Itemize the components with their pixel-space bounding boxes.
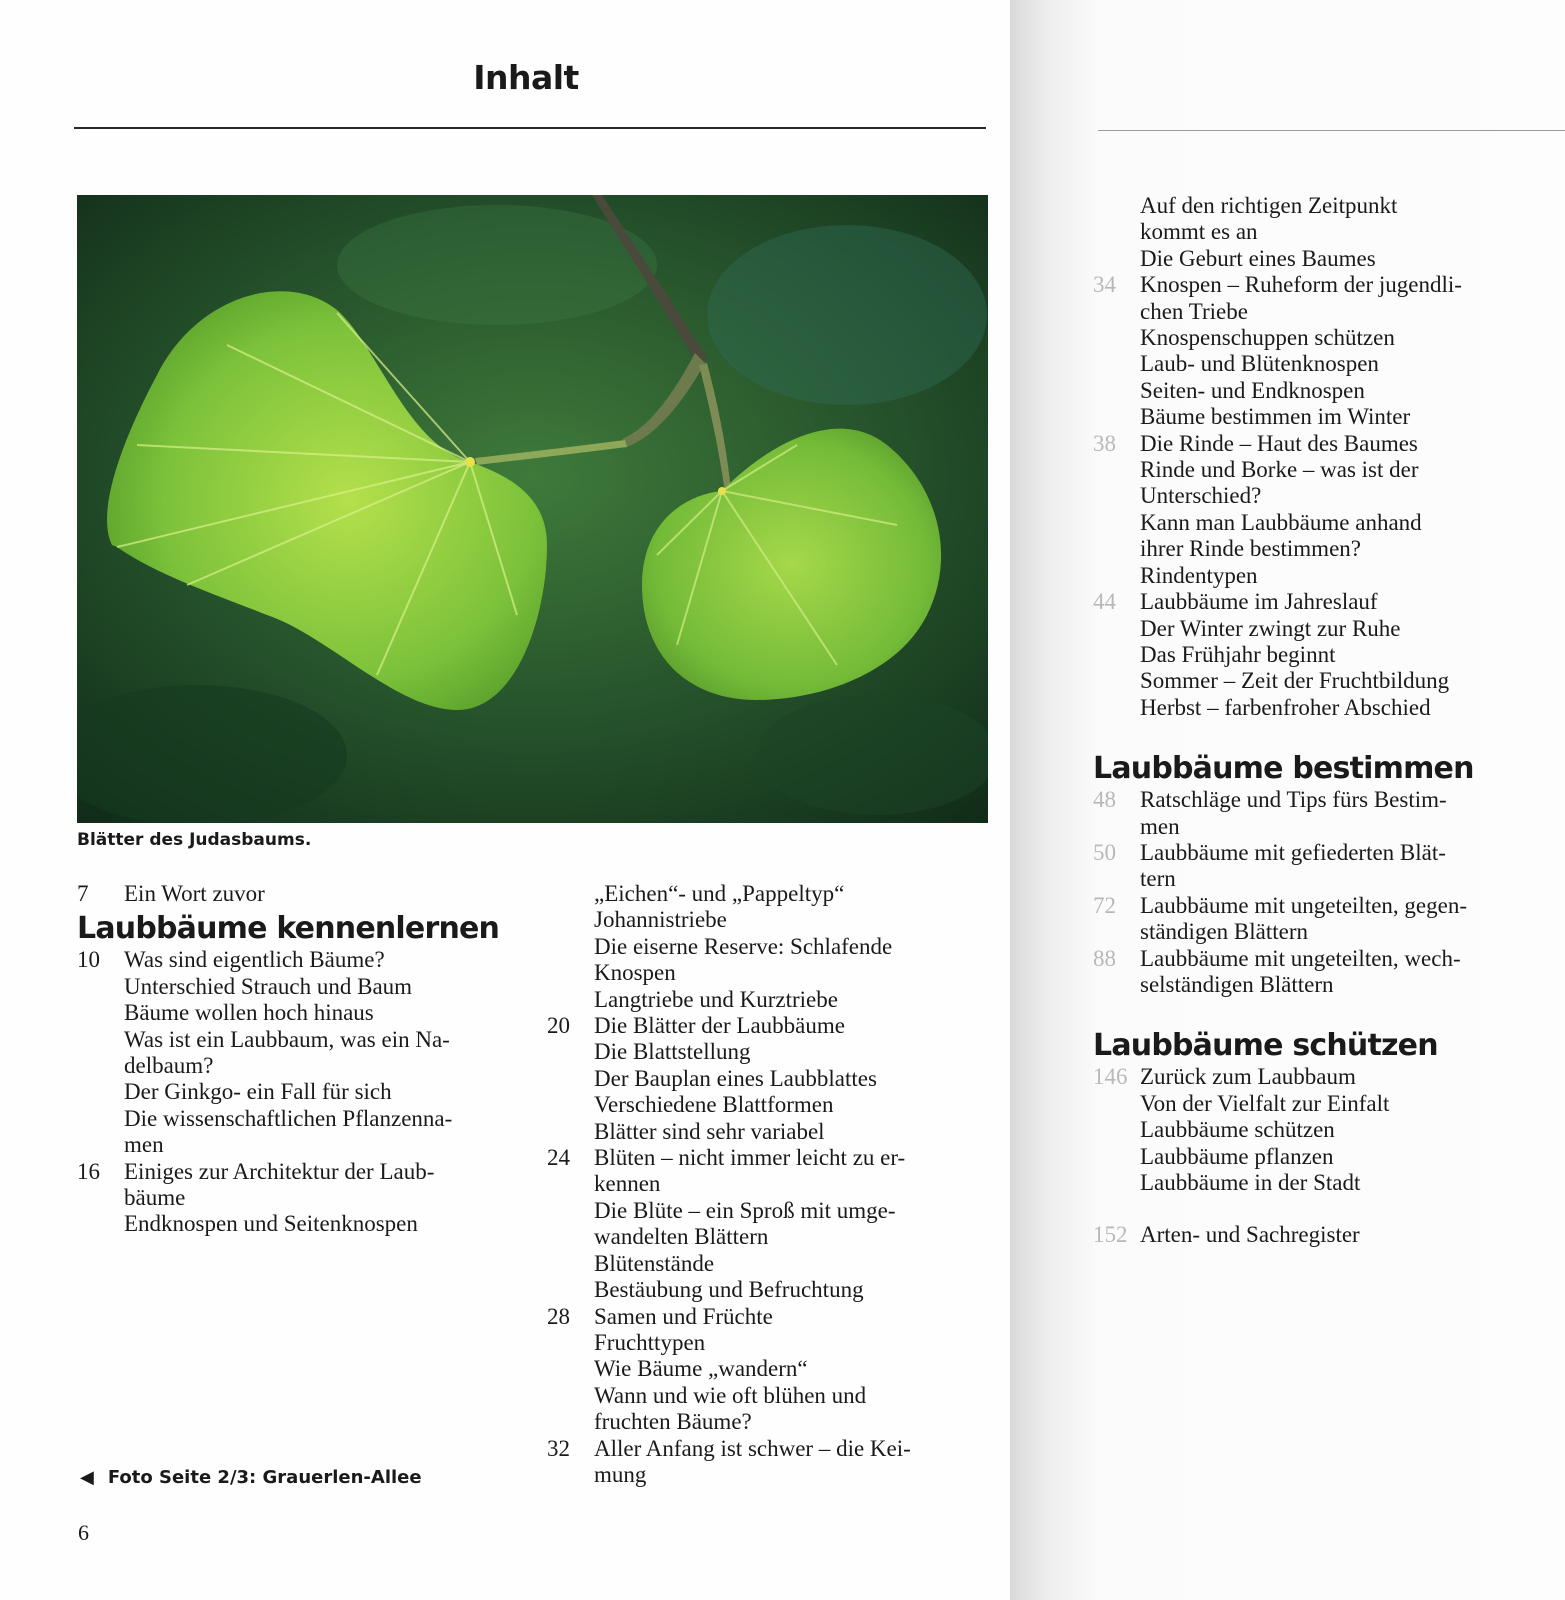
toc-entry xyxy=(547,987,987,1013)
title-rule-right xyxy=(1098,130,1565,131)
toc-entry xyxy=(547,1013,987,1039)
toc-entry xyxy=(1093,919,1563,945)
toc-entry-text: Auf den richtigen Zeitpunkt xyxy=(1140,193,1398,218)
toc-entry-text: Johannistriebe xyxy=(594,907,727,933)
toc-entry-text: Was sind eigentlich Bäume? xyxy=(124,947,385,973)
title-rule-left xyxy=(74,127,986,129)
toc-section-heading: Laubbäume bestimmen xyxy=(1093,751,1474,787)
toc-entry xyxy=(1093,431,1563,457)
toc-entry-text: Ein Wort zuvor xyxy=(124,881,265,906)
toc-entry xyxy=(547,1304,987,1330)
toc-entry-text: Seiten- und Endknospen xyxy=(1140,377,1365,403)
toc-entry xyxy=(1093,378,1563,404)
toc-entry-text: ständigen Blättern xyxy=(1140,919,1308,945)
toc-entry xyxy=(1093,299,1563,325)
toc-entry xyxy=(77,1053,527,1079)
judas-tree-leaves-image xyxy=(77,195,988,823)
toc-entry-text: Laubbäume mit ungeteilten, wech- xyxy=(1140,945,1461,971)
toc-entry xyxy=(77,1106,527,1132)
toc-entry-text: Samen und Früchte xyxy=(594,1303,773,1329)
toc-entry-text: delbaum? xyxy=(124,1053,214,1079)
toc-entry-text: Herbst – farbenfroher Abschied xyxy=(1140,694,1431,720)
toc-entry-text: Langtriebe und Kurztriebe xyxy=(594,986,838,1012)
toc-entry-text: Knospen xyxy=(594,960,676,986)
toc-entry xyxy=(1093,668,1563,694)
toc-entry-text: Das Frühjahr beginnt xyxy=(1140,641,1336,667)
toc-entry xyxy=(1093,351,1563,377)
toc-entry xyxy=(1093,1117,1563,1143)
photo-credit-text: Foto Seite 2/3: Grauerlen-Allee xyxy=(107,1467,422,1488)
toc-entry-text: Kann man Laubbäume anhand xyxy=(1140,509,1422,535)
toc-entry-text: Die Blätter der Laubbäume xyxy=(594,1013,845,1039)
toc-entry-text: Laubbäume mit gefiederten Blät- xyxy=(1140,839,1446,865)
toc-gap xyxy=(1093,721,1563,747)
toc-entry-text: Bäume bestimmen im Winter xyxy=(1140,404,1411,430)
toc-entry-text: Endknospen und Seitenknospen xyxy=(124,1211,418,1237)
photo-caption: Blätter des Judasbaums. xyxy=(77,830,312,850)
toc-entry xyxy=(547,1409,987,1435)
toc-entry-text: fruchten Bäume? xyxy=(594,1409,752,1435)
toc-entry xyxy=(547,1330,987,1356)
toc-page-number: 32 xyxy=(547,1435,570,1461)
toc-page-number: 24 xyxy=(547,1145,570,1171)
toc-page-number: 88 xyxy=(1093,945,1116,971)
toc-page-number: 28 xyxy=(547,1303,570,1329)
toc-page-number: 20 xyxy=(547,1013,570,1039)
toc-entry xyxy=(547,1383,987,1409)
toc-entry xyxy=(547,1119,987,1145)
toc-entry xyxy=(547,1224,987,1250)
toc-entry xyxy=(1093,1222,1563,1248)
toc-entry-text: Blütenstände xyxy=(594,1250,715,1276)
toc-entry xyxy=(1093,483,1563,509)
toc-entry xyxy=(1093,840,1563,866)
toc-entry-text: Aller Anfang ist schwer – die Kei- xyxy=(594,1435,911,1461)
toc-page-number: 7 xyxy=(77,881,89,906)
toc-entry-text: Laubbäume in der Stadt xyxy=(1140,1170,1361,1195)
toc-entry xyxy=(77,1079,527,1105)
toc-entry xyxy=(547,1277,987,1303)
toc-entry-text: kommt es an xyxy=(1140,219,1258,245)
toc-entry-text: Blüten – nicht immer leicht zu er- xyxy=(594,1145,906,1171)
toc-entry xyxy=(1093,1144,1563,1170)
toc-entry xyxy=(1093,589,1563,615)
toc-entry-text: Die eiserne Reserve: Schlafende xyxy=(594,933,893,959)
toc-entry xyxy=(1093,787,1563,813)
toc-entry xyxy=(1093,946,1563,972)
toc-entry-text: mung xyxy=(594,1461,647,1487)
toc-entry-text: Knospen – Ruheform der jugendli- xyxy=(1140,272,1462,298)
toc-entry xyxy=(1093,193,1563,219)
toc-entry-text: Fruchttypen xyxy=(594,1329,706,1355)
toc-entry xyxy=(547,960,987,986)
toc-page-number: 146 xyxy=(1093,1064,1128,1090)
toc-entry-text: Laubbäume pflanzen xyxy=(1140,1143,1334,1169)
toc-entry xyxy=(1093,642,1563,668)
toc-section-heading: Laubbäume schützen xyxy=(1093,1028,1438,1064)
toc-entry xyxy=(547,934,987,960)
toc-entry xyxy=(77,881,527,907)
toc-entry-text: Von der Vielfalt zur Einfalt xyxy=(1140,1090,1390,1116)
toc-entry-text: men xyxy=(124,1132,164,1158)
toc-entry-text: selständigen Blättern xyxy=(1140,971,1334,997)
toc-gap xyxy=(1093,998,1563,1024)
toc-entry xyxy=(1093,219,1563,245)
toc-entry-text: „Eichen“- und „Pappeltyp“ xyxy=(594,881,845,906)
toc-entry xyxy=(1093,563,1563,589)
toc-entry xyxy=(1093,536,1563,562)
toc-entry-text: Wann und wie oft blühen und xyxy=(594,1382,867,1408)
leaf-photo xyxy=(77,195,988,823)
toc-entry xyxy=(547,1462,987,1488)
toc-entry xyxy=(1093,1064,1563,1090)
toc-entry-text: Blätter sind sehr variabel xyxy=(594,1118,825,1144)
toc-entry xyxy=(1093,457,1563,483)
photo-credit-note xyxy=(80,1467,422,1488)
toc-entry xyxy=(547,1066,987,1092)
toc-entry-text: Die wissenschaftlichen Pflanzenna- xyxy=(124,1105,453,1131)
toc-page-number: 38 xyxy=(1093,430,1116,456)
toc-entry xyxy=(1093,893,1563,919)
toc-entry xyxy=(77,1027,527,1053)
toc-entry-text: Zurück zum Laubbaum xyxy=(1140,1064,1356,1090)
toc-entry xyxy=(1093,246,1563,272)
toc-entry-text: tern xyxy=(1140,866,1176,892)
toc-entry xyxy=(1093,814,1563,840)
toc-page-number: 48 xyxy=(1093,787,1116,813)
toc-entry xyxy=(1093,616,1563,642)
toc-entry xyxy=(1093,1170,1563,1196)
toc-entry-text: Die Blüte – ein Sproß mit umge- xyxy=(594,1197,896,1223)
toc-page-number: 50 xyxy=(1093,839,1116,865)
toc-entry xyxy=(77,947,527,973)
toc-entry xyxy=(77,1211,527,1237)
toc-entry xyxy=(1093,1091,1563,1117)
toc-entry-text: Rindentypen xyxy=(1140,562,1258,588)
toc-entry xyxy=(1093,695,1563,721)
toc-entry-text: chen Triebe xyxy=(1140,298,1248,324)
toc-entry-text: Ratschläge und Tips fürs Bestim- xyxy=(1140,787,1447,813)
toc-entry-text: Die Geburt eines Baumes xyxy=(1140,245,1376,271)
toc-section-heading: Laubbäume kennenlernen xyxy=(77,911,500,947)
toc-entry xyxy=(547,907,987,933)
toc-entry-text: Bestäubung und Befruchtung xyxy=(594,1277,864,1303)
toc-entry xyxy=(77,1159,527,1185)
toc-entry-text: Arten- und Sachregister xyxy=(1140,1222,1360,1248)
toc-entry-text: Bäume wollen hoch hinaus xyxy=(124,1000,374,1026)
toc-page-number: 10 xyxy=(77,947,100,973)
arrow-left-icon: ◀ xyxy=(80,1467,94,1488)
toc-entry-text: Der Ginkgo- ein Fall für sich xyxy=(124,1079,392,1105)
toc-entry xyxy=(547,881,987,907)
toc-entry xyxy=(1093,510,1563,536)
toc-entry-text: Die Rinde – Haut des Baumes xyxy=(1140,430,1418,456)
toc-entry-text: Unterschied? xyxy=(1140,483,1262,509)
toc-entry xyxy=(1093,404,1563,430)
toc-page-number: 72 xyxy=(1093,892,1116,918)
toc-page-number: 16 xyxy=(77,1158,100,1184)
toc-entry-text: Der Winter zwingt zur Ruhe xyxy=(1140,615,1401,641)
toc-entry-text: Knospenschuppen schützen xyxy=(1140,325,1395,351)
toc-entry-text: ihrer Rinde bestimmen? xyxy=(1140,536,1361,562)
toc-gap xyxy=(1093,1196,1563,1222)
toc-entry-text: men xyxy=(1140,813,1180,839)
toc-entry-text: Unterschied Strauch und Baum xyxy=(124,973,413,999)
toc-entry xyxy=(547,1436,987,1462)
toc-column-1 xyxy=(77,881,527,1238)
toc-entry xyxy=(77,974,527,1000)
toc-entry xyxy=(77,1132,527,1158)
toc-entry-text: Laubbäume schützen xyxy=(1140,1117,1335,1143)
toc-entry xyxy=(1093,972,1563,998)
toc-entry xyxy=(547,1356,987,1382)
toc-entry-text: kennen xyxy=(594,1171,661,1197)
toc-entry-text: Was ist ein Laubbaum, was ein Na- xyxy=(124,1026,450,1052)
toc-entry xyxy=(547,1198,987,1224)
toc-entry xyxy=(77,1000,527,1026)
toc-entry-text: Sommer – Zeit der Fruchtbildung xyxy=(1140,668,1450,694)
toc-page-number: 152 xyxy=(1093,1222,1128,1248)
toc-entry xyxy=(547,1092,987,1118)
toc-entry-text: Laub- und Blütenknospen xyxy=(1140,351,1379,377)
toc-entry-text: wandelten Blättern xyxy=(594,1224,769,1250)
toc-entry xyxy=(547,1039,987,1065)
toc-entry-text: Einiges zur Architektur der Laub- xyxy=(124,1158,435,1184)
toc-entry xyxy=(1093,325,1563,351)
toc-entry xyxy=(547,1251,987,1277)
toc-entry xyxy=(1093,272,1563,298)
toc-entry-text: Wie Bäume „wandern“ xyxy=(594,1356,808,1382)
toc-entry xyxy=(77,1185,527,1211)
toc-entry-text: Rinde und Borke – was ist der xyxy=(1140,457,1419,483)
toc-entry xyxy=(1093,866,1563,892)
toc-page-number: 34 xyxy=(1093,272,1116,298)
toc-page-number: 44 xyxy=(1093,589,1116,615)
page-title: Inhalt xyxy=(473,58,579,97)
toc-entry-text: Der Bauplan eines Laubblattes xyxy=(594,1065,877,1091)
toc-entry-text: bäume xyxy=(124,1185,186,1211)
toc-entry-text: Die Blattstellung xyxy=(594,1039,751,1065)
toc-column-3 xyxy=(1093,193,1563,1249)
toc-entry-text: Laubbäume mit ungeteilten, gegen- xyxy=(1140,892,1467,918)
toc-entry xyxy=(547,1171,987,1197)
toc-entry-text: Laubbäume im Jahreslauf xyxy=(1140,589,1378,615)
toc-entry-text: Verschiedene Blattformen xyxy=(594,1092,834,1118)
page-number: 6 xyxy=(78,1520,89,1545)
toc-entry xyxy=(547,1145,987,1171)
toc-column-2 xyxy=(547,881,987,1488)
